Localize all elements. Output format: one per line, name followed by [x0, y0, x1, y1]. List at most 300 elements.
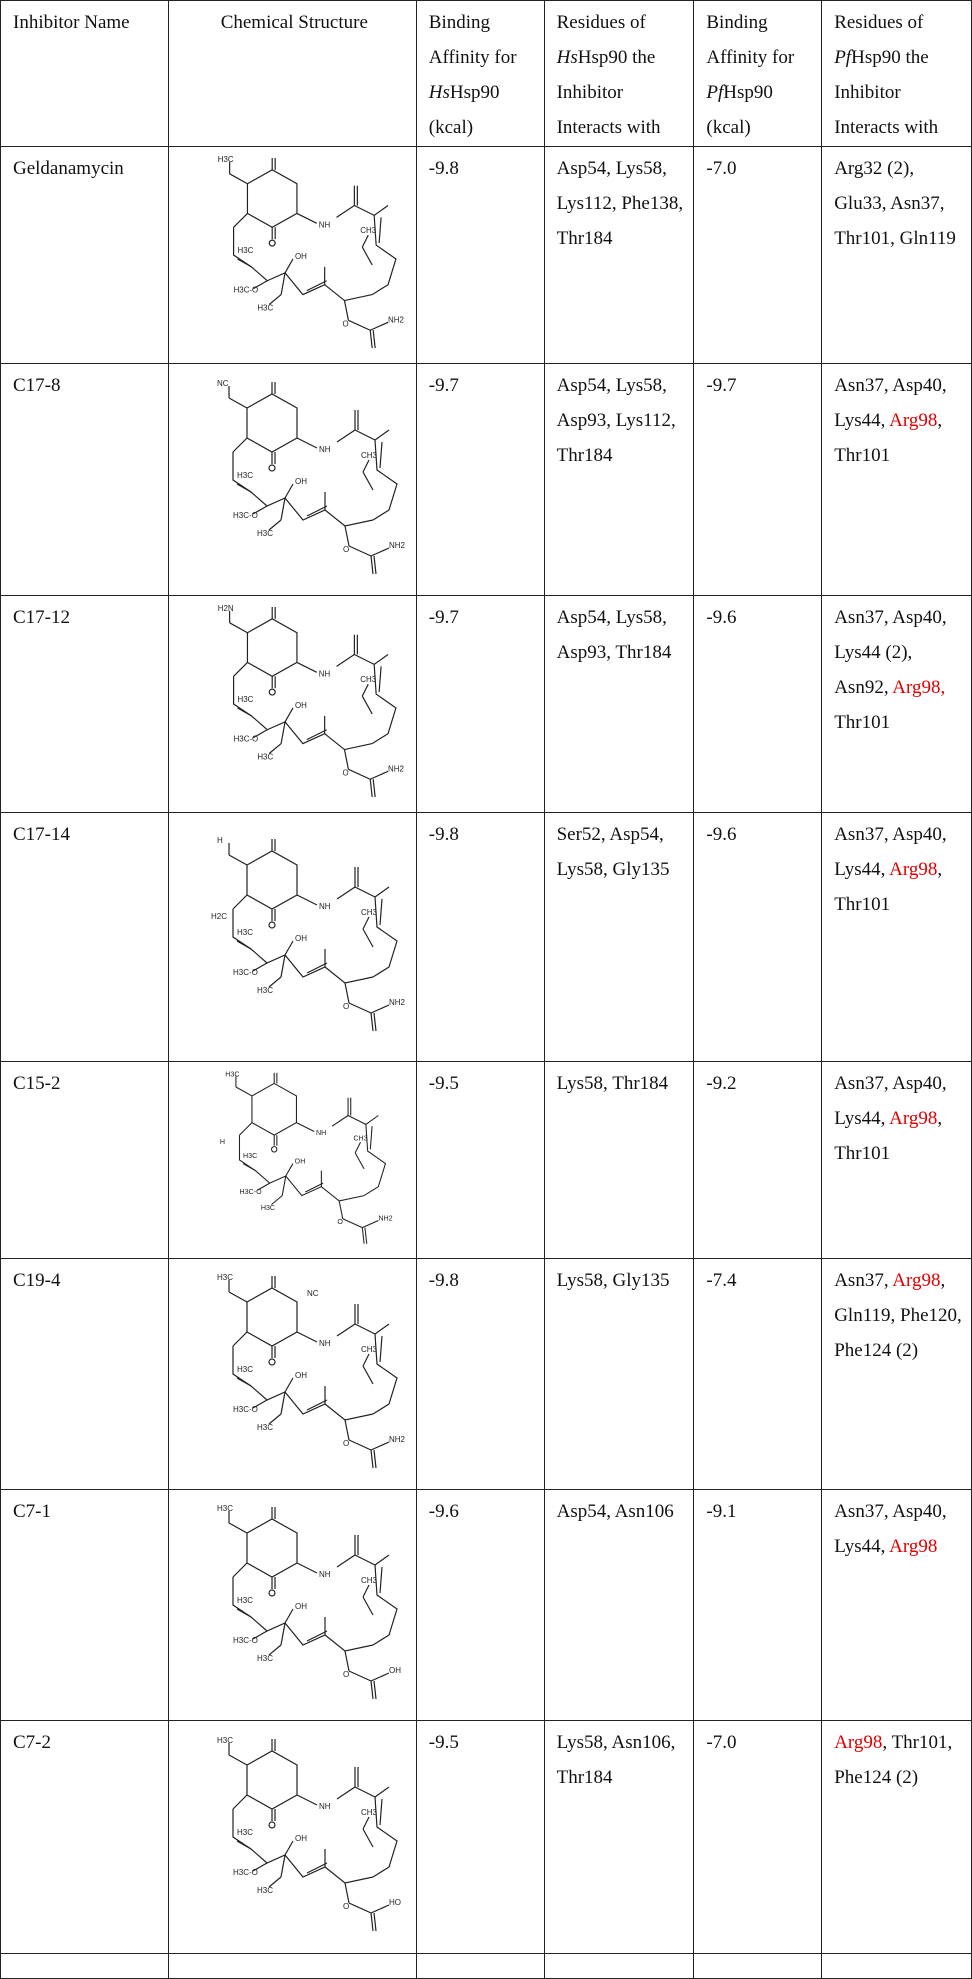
substituent-a-label: H3C	[217, 1274, 234, 1282]
substituent-bond	[229, 1755, 247, 1765]
amide-bond	[297, 662, 317, 672]
chemical-structure-drawing	[177, 1505, 407, 1705]
chemical-structure-drawing	[177, 1071, 407, 1249]
methyl-label: CH3	[361, 450, 378, 460]
methoxy-label: H3C-O	[239, 1187, 262, 1196]
tail-label: NH2	[388, 764, 405, 774]
methoxy-label: H3C-O	[233, 1868, 259, 1877]
hs-binding-affinity-cell: -9.8	[416, 147, 544, 364]
inhibitor-name-cell: C17-8	[1, 364, 169, 596]
double-bond	[380, 1567, 382, 1593]
methyl-label: CH3	[360, 675, 377, 685]
methyl-bond	[238, 259, 252, 267]
tail-label: NH2	[378, 1214, 393, 1223]
substituent-a-label: NC	[217, 379, 229, 388]
methyl-label: CH3	[361, 1808, 378, 1817]
double-bond	[380, 899, 382, 925]
methyl-bond	[281, 498, 285, 520]
tail-bond	[371, 1442, 389, 1450]
oxygen-label: O	[343, 1670, 350, 1679]
pf-residues-text: Asn37, Asp40, Lys44,	[834, 824, 947, 880]
oxygen-label: O	[337, 1218, 344, 1227]
tail-bond	[374, 1450, 376, 1468]
chain-bond	[355, 1324, 375, 1334]
methyl-bond	[281, 955, 285, 977]
methyl-label: H3C	[257, 1654, 274, 1663]
methoxy-label: H3C-O	[233, 734, 259, 744]
hs-binding-affinity-cell: -9.8	[416, 813, 544, 1062]
pf-residue-highlight: Arg98	[889, 410, 938, 431]
pf-residues-text: , Thr101	[834, 859, 943, 915]
chain-bond	[355, 206, 375, 216]
methyl-label: H3C	[237, 695, 254, 705]
methyl-bond	[237, 1841, 251, 1849]
oxygen-atom	[272, 1147, 277, 1152]
substituent-bond	[236, 1087, 252, 1096]
methoxy-bond	[363, 1597, 373, 1615]
substituent-bond	[230, 174, 248, 184]
chemical-structure-cell	[168, 147, 416, 364]
inhibitor-name-cell: Geldanamycin	[1, 147, 169, 364]
pf-residues-text: Thr101	[834, 712, 891, 733]
substituent-bond	[233, 1563, 247, 1577]
pf-binding-affinity-cell: -9.1	[694, 1490, 822, 1721]
methyl-label: H3C	[237, 1365, 254, 1374]
inhibitor-name-cell: C17-14	[1, 813, 169, 1062]
methoxy-bond	[363, 684, 369, 696]
tail-bond	[345, 526, 349, 546]
oh-label: OH	[295, 934, 308, 943]
methoxy-bond	[363, 1817, 369, 1829]
methyl-bond	[375, 430, 389, 440]
pf-residues-text: Asn37, Asp40, Lys44,	[834, 375, 947, 431]
pf-residues-cell	[822, 1490, 972, 1721]
substituent-a-label: H2N	[218, 605, 234, 613]
tail-label: NH2	[389, 1435, 406, 1444]
table-row	[1, 1062, 972, 1259]
pf-residue-highlight: Arg98	[889, 1108, 938, 1129]
substituent-bond	[234, 213, 248, 227]
tail-bond	[343, 1219, 363, 1228]
chain-bond	[355, 1555, 375, 1565]
pf-residues-cell	[822, 1721, 972, 1954]
substituent-b-label: H2C	[211, 912, 228, 921]
substituent-bond	[229, 1523, 247, 1533]
header-pf-residues: Residues of PfHsp90 the Inhibitor Interacts with	[822, 1, 972, 147]
methoxy-bond	[363, 1366, 373, 1384]
methyl-bond	[366, 1116, 378, 1125]
methyl-bond	[375, 1324, 389, 1334]
tail-bond	[371, 548, 389, 556]
oh-label: OH	[295, 1834, 308, 1843]
tail-bond	[371, 322, 389, 330]
pf-binding-affinity-cell: -7.0	[694, 1721, 822, 1954]
substituent-bond	[233, 895, 247, 909]
chemical-structure-cell	[168, 813, 416, 1062]
table-row	[1, 1721, 972, 1954]
inhibitor-name-cell: C17-12	[1, 596, 169, 813]
hs-residues-cell: Asp54, Asn106	[544, 1490, 694, 1721]
quinone-ring	[247, 1751, 297, 1809]
table-row	[1, 596, 972, 813]
methyl-label: H3C	[257, 528, 274, 538]
methyl-label: H3C	[257, 986, 274, 995]
methyl-bond	[281, 1392, 285, 1414]
hs-residues-cell: Lys58, Thr184	[544, 1062, 694, 1259]
methyl-label: H3C	[237, 1828, 254, 1837]
pf-residues-text: , Gln119, Phe120, Phe124 (2)	[834, 1270, 962, 1361]
pf-residues-text: , Thr101, Phe124 (2)	[834, 1732, 953, 1788]
methyl-bond	[281, 1855, 285, 1877]
amide-bond	[337, 887, 355, 899]
substituent-bond	[233, 1795, 247, 1809]
double-bond	[371, 1126, 373, 1149]
tail-bond	[371, 1681, 373, 1699]
pf-binding-affinity-cell: -7.0	[694, 147, 822, 364]
chain-bond	[355, 655, 375, 665]
hydroxyl-bond	[285, 484, 293, 498]
substituent-bond	[234, 662, 248, 676]
methyl-bond	[281, 722, 285, 744]
pf-residues-text: Asn37, Asp40, Lys44,	[834, 1501, 947, 1557]
chain-bond	[348, 1116, 366, 1125]
double-bond	[380, 1799, 382, 1825]
pf-binding-affinity-cell: -9.6	[694, 813, 822, 1062]
methyl-bond	[238, 708, 252, 716]
tail-bond	[374, 1913, 376, 1931]
double-bond	[379, 217, 381, 243]
nh-label: NH	[316, 1129, 327, 1138]
methyl-bond	[237, 1609, 251, 1617]
nh-label: NH	[319, 444, 331, 454]
table-row	[1, 364, 972, 596]
tail-bond	[345, 750, 349, 770]
oh-label: OH	[295, 700, 308, 710]
methoxy-bond	[363, 929, 373, 947]
amide-bond	[337, 206, 355, 218]
oxygen-atom	[269, 922, 275, 928]
methoxy-label: H3C-O	[233, 1636, 259, 1645]
tail-bond	[371, 779, 373, 797]
methyl-bond	[237, 941, 251, 949]
chain-bond	[355, 1787, 375, 1797]
amide-bond	[337, 430, 355, 442]
header-hs-binding-affinity: Binding Affinity for HsHsp90 (kcal)	[416, 1, 544, 147]
methyl-label: H3C	[257, 1423, 274, 1432]
substituent-bond	[229, 398, 247, 408]
methyl-label: CH3	[361, 908, 378, 917]
hs-binding-affinity-cell: -9.7	[416, 364, 544, 596]
quinone-ring	[252, 1083, 297, 1135]
oxygen-atom	[269, 1590, 275, 1596]
hydroxyl-bond	[285, 708, 293, 722]
oxygen-label: O	[343, 1439, 350, 1448]
methoxy-bond	[363, 472, 373, 490]
pf-residues-cell	[822, 364, 972, 596]
pf-residues-text: Arg32 (2), Glu33, Asn37, Thr101, Gln119	[834, 158, 956, 249]
methyl-bond	[281, 1623, 285, 1645]
inhibitor-name-cell: C7-2	[1, 1721, 169, 1954]
chemical-structure-cell	[168, 364, 416, 596]
double-bond	[380, 442, 382, 468]
header-chemical-structure: Chemical Structure	[168, 1, 416, 147]
pf-residues-text: , Thr101	[834, 1108, 943, 1164]
hydroxyl-bond	[285, 259, 293, 273]
pf-residues-cell	[822, 1062, 972, 1259]
tail-bond	[345, 1420, 349, 1440]
tail-bond	[371, 1005, 389, 1013]
substituent-b-label: H	[220, 1137, 226, 1146]
methyl-label: CH3	[361, 1576, 378, 1585]
tail-label: NH2	[388, 315, 405, 325]
hydroxyl-bond	[285, 1378, 293, 1392]
methyl-label: H3C	[243, 1152, 258, 1161]
table-row	[1, 1490, 972, 1721]
methyl-label: H3C	[237, 928, 254, 937]
header-row	[1, 1, 972, 147]
tail-bond	[374, 1013, 376, 1031]
nh-label: NH	[319, 220, 331, 230]
hs-residues-cell: Ser52, Asp54, Lys58, Gly135	[544, 813, 694, 1062]
substituent-a-label: H3C	[225, 1071, 240, 1079]
oxygen-label: O	[342, 319, 349, 329]
tail-label: NH2	[389, 540, 406, 550]
chemical-structure-drawing	[177, 1274, 407, 1474]
nh-label: NH	[319, 1339, 331, 1348]
chemical-structure-cell	[168, 1721, 416, 1954]
methyl-label: CH3	[353, 1134, 368, 1143]
tail-bond	[349, 1671, 371, 1681]
hs-residues-cell: Lys58, Gly135	[544, 1259, 694, 1490]
nh-label: NH	[319, 1570, 331, 1579]
hs-binding-affinity-cell: -9.6	[416, 1490, 544, 1721]
hydroxyl-bond	[285, 1609, 293, 1623]
substituent-bond	[233, 438, 247, 452]
pf-residues-cell	[822, 1259, 972, 1490]
tail-label: HO	[389, 1898, 402, 1907]
hs-binding-affinity-cell: -9.5	[416, 1062, 544, 1259]
methoxy-label: H3C-O	[233, 1405, 259, 1414]
double-bond	[380, 1336, 382, 1362]
methyl-bond	[243, 1164, 255, 1171]
pf-residues-text: Asn37, Asp40, Lys44 (2), Asn92,	[834, 607, 947, 698]
tail-bond	[363, 1228, 365, 1244]
tail-label: NH2	[389, 998, 406, 1007]
pf-binding-affinity-cell: -9.6	[694, 596, 822, 813]
hs-binding-affinity-cell: -9.8	[416, 1259, 544, 1490]
methoxy-bond	[355, 1153, 364, 1169]
hs-residues-cell: Asp54, Lys58, Asp93, Thr184	[544, 596, 694, 813]
chain-bond	[355, 887, 375, 897]
tail-bond	[345, 1883, 349, 1903]
substituent-bond	[229, 855, 247, 865]
substituent-bond	[230, 623, 248, 633]
substituent-bond	[233, 1332, 247, 1346]
oxygen-atom	[269, 465, 275, 471]
hs-residues-cell: Asp54, Lys58, Lys112, Phe138, Thr184	[544, 147, 694, 364]
methyl-bond	[375, 887, 389, 897]
methyl-label: H3C	[257, 752, 274, 762]
nh-label: NH	[319, 902, 331, 911]
hs-residues-cell: Lys58, Asn106, Thr184	[544, 1721, 694, 1954]
chemical-structure-cell	[168, 1490, 416, 1721]
table-row	[1, 1259, 972, 1490]
substituent-a-label: H3C	[218, 156, 234, 164]
amide-bond	[337, 1555, 355, 1567]
oh-label: OH	[295, 476, 308, 486]
tail-bond	[349, 769, 371, 779]
tail-bond	[349, 546, 371, 556]
methoxy-label: H3C-O	[233, 510, 259, 520]
methyl-label: CH3	[360, 226, 377, 236]
substituent-a-label: H3C	[217, 1737, 234, 1745]
oxygen-label: O	[343, 1002, 350, 1011]
tail-bond	[349, 320, 371, 330]
tail-bond	[373, 330, 375, 348]
quinone-ring	[247, 394, 297, 452]
oxygen-label: O	[343, 1902, 350, 1911]
amide-bond	[297, 895, 317, 905]
chemical-structure-drawing	[177, 605, 407, 803]
pf-residues-text: , Thr101	[834, 410, 943, 466]
chemical-structure-drawing	[177, 380, 407, 580]
amide-bond	[337, 655, 355, 667]
methyl-bond	[281, 273, 285, 295]
hydroxyl-bond	[285, 941, 293, 955]
methoxy-bond	[363, 1354, 369, 1366]
methoxy-bond	[363, 1585, 369, 1597]
chain-bond	[355, 430, 375, 440]
tail-bond	[371, 1913, 373, 1931]
tail-bond	[363, 1221, 379, 1228]
methyl-label: H3C	[257, 1886, 274, 1895]
chemical-structure-drawing	[177, 1737, 407, 1937]
amide-bond	[297, 1332, 317, 1342]
inhibitor-name-cell: C7-1	[1, 1490, 169, 1721]
tail-bond	[371, 1013, 373, 1031]
tail-bond	[371, 1673, 389, 1681]
substituent-c-label: NC	[307, 1289, 319, 1298]
methyl-label: H3C	[237, 470, 254, 480]
pf-binding-affinity-cell: -9.7	[694, 364, 822, 596]
methoxy-bond	[363, 460, 369, 472]
hs-binding-affinity-cell: -9.5	[416, 1721, 544, 1954]
oh-label: OH	[294, 1157, 306, 1166]
quinone-ring	[247, 1519, 297, 1577]
pf-residue-highlight: Arg98	[834, 1732, 883, 1753]
pf-residues-cell	[822, 813, 972, 1062]
nh-label: NH	[319, 1802, 331, 1811]
pf-residues-cell	[822, 596, 972, 813]
chemical-structure-drawing	[177, 837, 407, 1037]
methoxy-bond	[363, 917, 369, 929]
double-bond	[379, 666, 381, 692]
pf-residues-text: Asn37, Asp40, Lys44,	[834, 1073, 947, 1129]
amide-bond	[332, 1116, 348, 1127]
methyl-bond	[237, 484, 251, 492]
tail-bond	[371, 1905, 389, 1913]
methyl-label: H3C	[261, 1203, 276, 1212]
quinone-ring	[248, 619, 298, 676]
methoxy-label: H3C-O	[233, 968, 259, 977]
substituent-a-label: H	[217, 837, 224, 845]
methyl-label: CH3	[361, 1345, 378, 1354]
quinone-ring	[247, 851, 297, 909]
amide-bond	[297, 1563, 317, 1573]
tail-bond	[349, 1003, 371, 1013]
tail-bond	[371, 771, 389, 779]
chemical-structure-cell	[168, 1259, 416, 1490]
amide-bond	[297, 1795, 317, 1805]
methoxy-bond	[363, 235, 369, 247]
oxygen-label: O	[342, 768, 349, 778]
substituent-a-label: H3C	[217, 1505, 234, 1513]
methyl-bond	[375, 1787, 389, 1797]
methoxy-bond	[363, 247, 373, 265]
chemical-structure-drawing	[177, 156, 407, 354]
oh-label: OH	[295, 1371, 308, 1380]
substituent-bond	[240, 1123, 252, 1135]
methyl-label: H3C	[237, 246, 254, 256]
oxygen-atom	[269, 1822, 275, 1828]
tail-bond	[373, 779, 375, 797]
substituent-bond	[229, 1292, 247, 1302]
methyl-bond	[375, 1555, 389, 1565]
nh-label: NH	[319, 669, 331, 679]
methyl-bond	[283, 1176, 287, 1196]
pf-residues-cell	[822, 147, 972, 364]
tail-bond	[345, 983, 349, 1003]
pf-residue-highlight: Arg98	[889, 1536, 938, 1557]
pf-binding-affinity-cell: -9.2	[694, 1062, 822, 1259]
oh-label: OH	[295, 1602, 308, 1611]
tail-bond	[365, 1228, 367, 1244]
tail-bond	[371, 1450, 373, 1468]
pf-residue-highlight: Arg98	[889, 859, 938, 880]
header-pf-binding-affinity: Binding Affinity for PfHsp90 (kcal)	[694, 1, 822, 147]
tail-bond	[371, 330, 373, 348]
pf-residues-text: Asn37,	[834, 1270, 893, 1291]
chemical-structure-cell	[168, 1062, 416, 1259]
methoxy-bond	[363, 696, 373, 714]
table-row	[1, 147, 972, 364]
tail-bond	[374, 1681, 376, 1699]
tail-bond	[345, 301, 349, 321]
table-row	[1, 813, 972, 1062]
pf-binding-affinity-cell: -7.4	[694, 1259, 822, 1490]
tail-label: OH	[389, 1666, 402, 1675]
tail-bond	[345, 1651, 349, 1671]
methoxy-bond	[355, 1142, 360, 1153]
header-hs-residues: Residues of HsHsp90 the Inhibitor Interacts with	[544, 1, 694, 147]
inhibitor-name-cell: C15-2	[1, 1062, 169, 1259]
inhibitor-name-cell: C19-4	[1, 1259, 169, 1490]
methyl-label: H3C	[237, 1596, 254, 1605]
hs-binding-affinity-cell: -9.7	[416, 596, 544, 813]
tail-bond	[371, 556, 373, 574]
oxygen-label: O	[343, 544, 350, 554]
amide-bond	[337, 1787, 355, 1799]
table-row-cut-off	[1, 1954, 972, 1979]
amide-bond	[297, 438, 317, 448]
header-inhibitor-name: Inhibitor Name	[1, 1, 169, 147]
oxygen-atom	[270, 240, 276, 246]
oh-label: OH	[295, 251, 308, 261]
methoxy-bond	[363, 1829, 373, 1847]
methyl-bond	[237, 1378, 251, 1386]
pf-residue-highlight: Arg98	[892, 1270, 941, 1291]
methyl-bond	[374, 206, 388, 216]
